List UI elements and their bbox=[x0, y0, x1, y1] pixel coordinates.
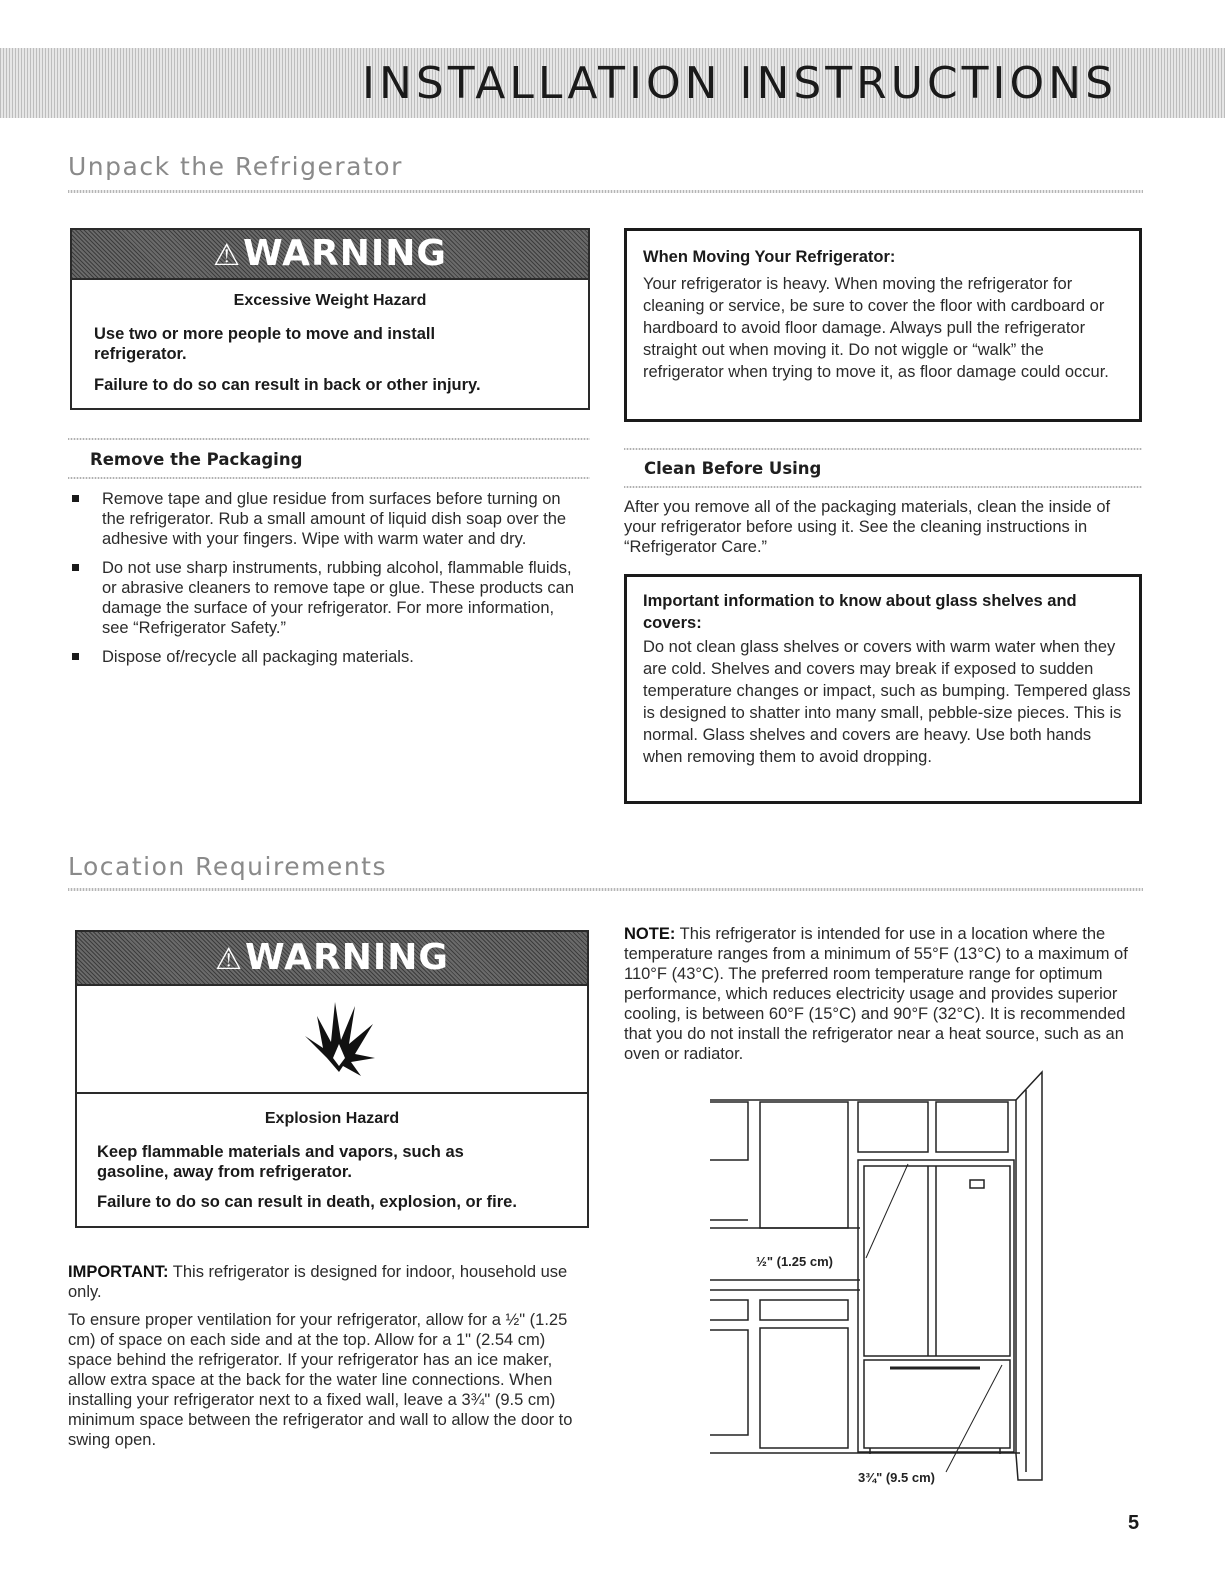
section-divider bbox=[68, 190, 1143, 193]
warning-hazard-title: Explosion Hazard bbox=[264, 1110, 400, 1127]
packaging-list bbox=[72, 489, 582, 676]
subsection-title-clean-before: Clean Before Using bbox=[644, 459, 822, 478]
list-item-text: Remove tape and glue residue from surfaces before turning on the refrigerator. Rub a small amount of liquid dish soap over the adhesive with your fingers. Wipe with warm water and dry. bbox=[102, 490, 567, 548]
warning-triangle-icon: ⚠ bbox=[215, 942, 244, 977]
warning-box-weight bbox=[70, 228, 590, 410]
moving-info-title: When Moving Your Refrigerator: bbox=[643, 248, 896, 266]
warning-instruction: Use two or more people to move and install refrigerator. bbox=[94, 325, 436, 363]
clean-before-text: After you remove all of the packaging materials, clean the inside of your refrigerator before using it. See the cleaning instructions in “Refrigerator Care.” bbox=[624, 498, 1111, 556]
list-item-text: Do not use sharp instruments, rubbing alcohol, flammable fluids, or abrasive cleaners to remove tape or glue. These products can damage the surface of your refrigerator. For more information, see “Refrigerator Safety.” bbox=[102, 559, 575, 637]
important-label: IMPORTANT: bbox=[68, 1263, 169, 1281]
note-paragraph bbox=[624, 924, 1142, 1064]
subsection-rule bbox=[624, 448, 1142, 450]
subsection-rule bbox=[68, 438, 590, 440]
clearance-label-side: ½" (1.25 cm) bbox=[756, 1254, 833, 1269]
note-label: NOTE: bbox=[624, 925, 676, 943]
important-section bbox=[68, 1262, 586, 1458]
note-section bbox=[624, 924, 1142, 1072]
bullet-square-icon bbox=[72, 564, 79, 571]
clearance-label-door: 3¾" (9.5 cm) bbox=[858, 1470, 935, 1485]
installation-clearance-diagram bbox=[700, 1070, 1060, 1490]
note-text: This refrigerator is intended for use in a location where the temperature ranges from a minimum of 55°F (13°C) to a maximum of 110°F (43°C). The preferred room temperature range for optimum performance, which reduces electricity usage and provides superior cooling, is between 60°F (15°C) and 90°F (32°C). It is recommended that you do not install the refrigerator near a heat source, such as an oven or radiator. bbox=[624, 925, 1128, 1063]
warning-hazard-title: Excessive Weight Hazard bbox=[233, 292, 427, 309]
warning-triangle-icon: ⚠ bbox=[213, 238, 242, 273]
bullet-square-icon bbox=[72, 495, 79, 502]
important-text: This refrigerator is designed for indoor, household use only. bbox=[68, 1263, 568, 1301]
warning-heading: WARNING bbox=[245, 937, 449, 978]
glass-info-title: Important information to know about glass shelves and covers: bbox=[643, 592, 1077, 632]
warning-divider bbox=[77, 1092, 587, 1094]
warning-heading: WARNING bbox=[243, 233, 447, 274]
section-title-unpack: Unpack the Refrigerator bbox=[68, 152, 403, 181]
moving-info-body: Your refrigerator is heavy. When moving the refrigerator for cleaning or service, be sure to cover the floor with cardboard or hardboard to avoid floor damage. Always pull the refrigerator straight out when moving it. Do not wiggle or “walk” the refrigerator when trying to move it, as floor damage could occur. bbox=[643, 275, 1109, 381]
page-header-title: INSTALLATION INSTRUCTIONS bbox=[361, 58, 1117, 109]
ventilation-paragraph: To ensure proper ventilation for your refrigerator, allow for a ½" (1.25 cm) of space on each side and at the top. Allow for a 1" (2.54 cm) space behind the refrigerator. If your refrigerator has an ice maker, allow extra space at the back for the water line connections. When installing your refrigerator next to a fixed wall, leave a 3¾" (9.5 cm) minimum space between the refrigerator and wall to allow the door to swing open. bbox=[68, 1311, 573, 1449]
list-item-text: Dispose of/recycle all packaging materials. bbox=[102, 648, 414, 666]
list-item bbox=[72, 647, 582, 667]
subsection-rule bbox=[68, 477, 590, 479]
explosion-icon bbox=[299, 996, 379, 1076]
section-title-location: Location Requirements bbox=[68, 852, 387, 881]
warning-box-explosion bbox=[75, 930, 589, 1228]
header-banner bbox=[0, 48, 1225, 118]
glass-info-body: Do not clean glass shelves or covers with warm water when they are cold. Shelves and covers may break if exposed to sudden temperature changes or impact, such as bumping. Tempered glass is designed to shatter into many small, pebble-size pieces. This is normal. Glass shelves and covers are heavy. Use both hands when removing them to avoid dropping. bbox=[643, 638, 1131, 766]
moving-info-box bbox=[624, 228, 1142, 422]
list-item bbox=[72, 489, 582, 549]
warning-header bbox=[72, 230, 588, 280]
warning-consequence: Failure to do so can result in back or other injury. bbox=[94, 376, 481, 394]
subsection-rule bbox=[624, 486, 1142, 488]
important-paragraph bbox=[68, 1262, 586, 1302]
glass-shelves-info-box bbox=[624, 574, 1142, 804]
list-item bbox=[72, 558, 582, 638]
warning-header bbox=[77, 932, 587, 986]
warning-instruction: Keep flammable materials and vapors, such as gasoline, away from refrigerator. bbox=[97, 1143, 464, 1181]
page-number: 5 bbox=[1128, 1512, 1140, 1534]
section-divider bbox=[68, 888, 1143, 891]
subsection-title-remove-packaging: Remove the Packaging bbox=[90, 450, 303, 469]
bullet-square-icon bbox=[72, 653, 79, 660]
warning-consequence: Failure to do so can result in death, explosion, or fire. bbox=[97, 1193, 517, 1211]
